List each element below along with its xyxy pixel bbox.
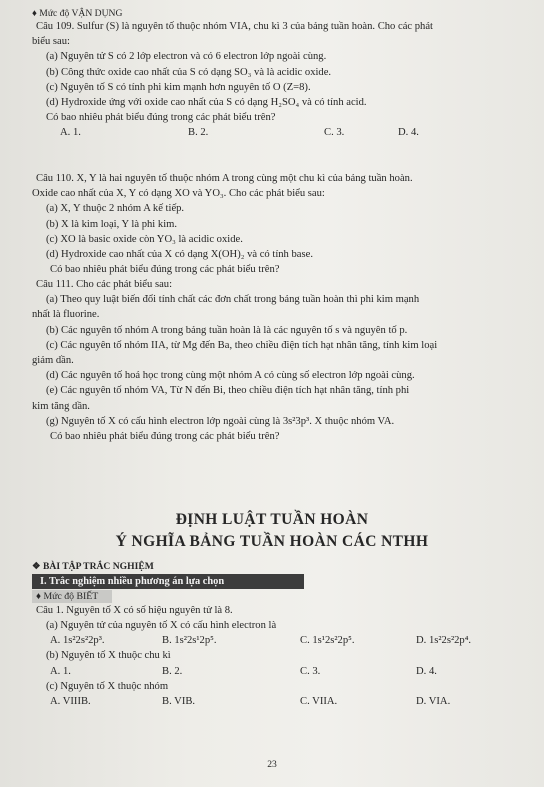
q110-ask: Có bao nhiêu phát biểu đúng trong các phát biểu trên?: [50, 264, 280, 276]
q111-stem: Câu 111. Cho các phát biểu sau:: [36, 279, 173, 290]
q111-statement-d: (d) Các nguyên tố hoá học trong cùng một nhóm A có cùng số electron lớp ngoài cùng.: [46, 370, 415, 382]
c1-a-option-d[interactable]: D. 1s²2s²2p⁴.: [416, 635, 472, 647]
question-111: [32, 277, 538, 444]
c1-part-b-options: [36, 664, 538, 679]
c1-part-b-question: (b) Nguyên tố X thuộc chu kì: [46, 650, 171, 662]
q111-statement-c-line-2: giảm dần.: [32, 355, 74, 367]
q111-statement-a-line-2: nhất là fluorine.: [32, 309, 100, 321]
c1-a-option-b[interactable]: B. 1s²2s¹2p⁵.: [162, 635, 217, 647]
c1-part-c-question: (c) Nguyên tố X thuộc nhóm: [46, 680, 169, 692]
c1-c-option-c[interactable]: C. VIIA.: [300, 695, 338, 707]
q110-statement-c: (c) XO là basic oxide còn YO₃ là acidic oxide.: [46, 233, 243, 245]
q111-statement-e-line-2: kim tăng dần.: [32, 400, 90, 412]
section-title-line-2: Ý NGHĨA BẢNG TUẦN HOÀN CÁC NTHH: [115, 533, 429, 550]
c1-b-option-c[interactable]: C. 3.: [300, 665, 321, 677]
q109-stem-line-2: biểu sau:: [32, 36, 70, 48]
q109-statement-c: (c) Nguyên tố S có tính phi kim mạnh hơn nguyên tố O (Z=8).: [46, 81, 311, 93]
q111-statement-a-line-1: (a) Theo quy luật biến đổi tính chất các đơn chất trong bảng tuần hoàn thì phi kim mạnh: [46, 294, 420, 306]
question-1: [36, 603, 538, 709]
c1-b-option-b[interactable]: B. 2.: [162, 665, 183, 677]
q109-statement-a: (a) Nguyên tử S có 2 lớp electron và có 6 electron lớp ngoài cùng.: [46, 51, 327, 63]
q111-statement-b: (b) Các nguyên tố nhóm A trong bảng tuần hoàn là là các nguyên tố s và nguyên tố p.: [46, 324, 408, 336]
multiple-choice-section-bar: I. Trắc nghiệm nhiều phương án lựa chọn: [32, 574, 304, 589]
q109-stem-line-1: Câu 109. Sulfur (S) là nguyên tố thuộc nhóm VIA, chu kì 3 của bảng tuần hoàn. Cho các phát: [36, 21, 433, 32]
q109-option-b[interactable]: B. 2.: [188, 127, 209, 139]
q110-stem-line-1: Câu 110. X, Y là hai nguyên tố thuộc nhóm A trong cùng một chu kì của bảng tuần hoàn.: [36, 173, 413, 184]
q109-statement-b: (b) Công thức oxide cao nhất của S có dạng SO₃ và là acidic oxide.: [46, 66, 332, 78]
c1-a-option-a[interactable]: A. 1s²2s²2p³.: [50, 635, 105, 647]
q109-option-c[interactable]: C. 3.: [324, 127, 345, 139]
page-number: 23: [267, 759, 277, 770]
q111-statement-c-line-1: (c) Các nguyên tố nhóm IIA, từ Mg đến Ba, theo chiều điện tích hạt nhân tăng, tính kim loại: [46, 339, 438, 351]
q109-statement-d: (d) Hydroxide ứng với oxide cao nhất của S có dạng H₂SO₄ và có tính acid.: [46, 97, 367, 109]
c1-c-option-a[interactable]: A. VIIIB.: [50, 695, 91, 707]
c1-stem: Câu 1. Nguyên tố X có số hiệu nguyên tử là 8.: [36, 605, 233, 616]
level-badge: ♦ Mức độ BIẾT: [32, 590, 112, 603]
question-110: [32, 171, 538, 277]
question-109: [32, 19, 538, 140]
q110-stem-line-2: Oxide cao nhất của X, Y có dạng XO và YO₃. Cho các phát biểu sau:: [32, 188, 325, 200]
q111-ask: Có bao nhiêu phát biểu đúng trong các phát biểu trên?: [50, 431, 280, 443]
c1-b-option-a[interactable]: A. 1.: [50, 665, 71, 677]
q109-option-d[interactable]: D. 4.: [398, 127, 419, 139]
c1-a-option-c[interactable]: C. 1s¹2s²2p⁵.: [300, 635, 355, 647]
exercise-subtitle-wrap: [32, 559, 538, 574]
c1-c-option-d[interactable]: D. VIA.: [416, 695, 451, 707]
section-title-line-1: ĐỊNH LUẬT TUẦN HOÀN: [175, 511, 369, 528]
q109-options: [36, 125, 538, 140]
c1-part-c-options: [36, 694, 538, 709]
q110-statement-b: (b) X là kim loại, Y là phi kim.: [46, 218, 178, 230]
exercise-subtitle: ❖ BÀI TẬP TRẮC NGHIỆM: [32, 561, 154, 572]
c1-c-option-b[interactable]: B. VIB.: [162, 695, 196, 707]
c1-b-option-d[interactable]: D. 4.: [416, 665, 437, 677]
level-tag: ♦ Mức độ VẬN DỤNG: [32, 8, 123, 19]
c1-part-a-question: (a) Nguyên tử của nguyên tố X có cấu hình electron là: [46, 620, 277, 632]
c1-part-a-options: [36, 633, 538, 648]
q111-statement-g: (g) Nguyên tố X có cấu hình electron lớp ngoài cùng là 3s²3p³. X thuộc nhóm VA.: [46, 415, 395, 427]
q110-statement-d: (d) Hydroxide cao nhất của X có dạng X(OH)₂ và có tính base.: [46, 249, 313, 261]
q109-option-a[interactable]: A. 1.: [60, 127, 81, 139]
q109-ask: Có bao nhiêu phát biểu đúng trong các phát biểu trên?: [46, 112, 276, 124]
q110-statement-a: (a) X, Y thuộc 2 nhóm A kế tiếp.: [46, 203, 185, 215]
q111-statement-e-line-1: (e) Các nguyên tố nhóm VA, Từ N đến Bi, theo chiều điện tích hạt nhân tăng, tính phi: [46, 385, 410, 397]
